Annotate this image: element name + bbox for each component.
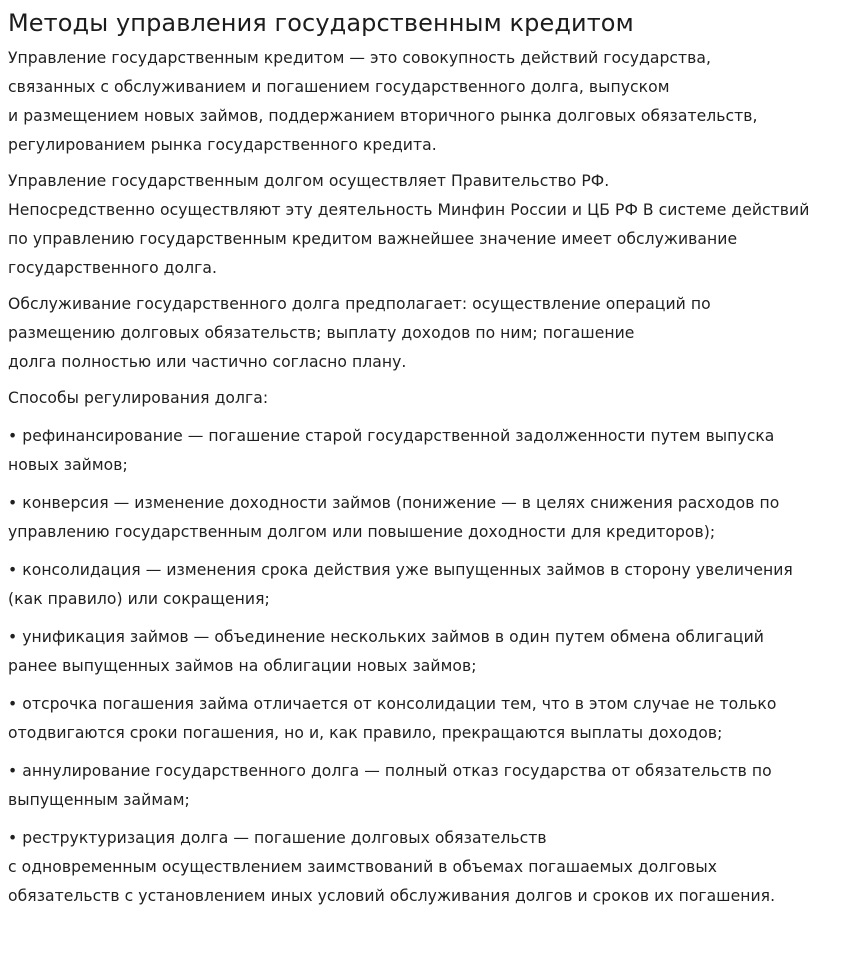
page-title: Методы управления государственным кредитом bbox=[8, 9, 634, 37]
method-conversion: • конверсия — изменение доходности займов (понижение — в целях снижения расходов по управлению государственным долгом или повышение доходности для кредиторов); bbox=[8, 494, 780, 541]
methods-heading: Способы регулирования долга: bbox=[8, 389, 269, 407]
management-paragraph: Управление государственным долгом осуществляет Правительство РФ. Непосредственно осуществляют эту деятельность Минфин России и ЦБ РФ В системе действий по управлению государственным кредитом важнейшее значение имеет обслуживание государственного долга. bbox=[8, 172, 810, 277]
method-consolidation: • консолидация — изменения срока действия уже выпущенных займов в сторону увеличения (как правило) или сокращения; bbox=[8, 561, 793, 608]
method-restructuring: • реструктуризация долга — погашение долговых обязательств с одновременным осуществлением заимствований в объемах погашаемых долговых обязательств с установлением иных условий обслуживания долгов и сроков их погашения. bbox=[8, 829, 776, 905]
method-unification: • унификация займов — объединение нескольких займов в один путем обмена облигаций ранее выпущенных займов на облигации новых займов; bbox=[8, 628, 764, 675]
method-refinancing: • рефинансирование — погашение старой государственной задолженности путем выпуска новых займов; bbox=[8, 427, 775, 474]
servicing-paragraph: Обслуживание государственного долга предполагает: осуществление операций по размещению долговых обязательств; выплату доходов по ним; погашение долга полностью или частично согласно плану. bbox=[8, 295, 711, 371]
methods-list bbox=[8, 422, 839, 911]
method-annulment: • аннулирование государственного долга — полный отказ государства от обязательств по выпущенным займам; bbox=[8, 762, 772, 809]
intro-paragraph: Управление государственным кредитом — это совокупность действий государства, связанных с обслуживанием и погашением государственного долга, выпуском и размещением новых займов, поддержанием вторичного рынка долговых обязательств, регулированием рынка государственного кредита. bbox=[8, 49, 758, 154]
method-deferral: • отсрочка погашения займа отличается от консолидации тем, что в этом случае не только отодвигаются сроки погашения, но и, как правило, прекращаются выплаты доходов; bbox=[8, 695, 777, 742]
